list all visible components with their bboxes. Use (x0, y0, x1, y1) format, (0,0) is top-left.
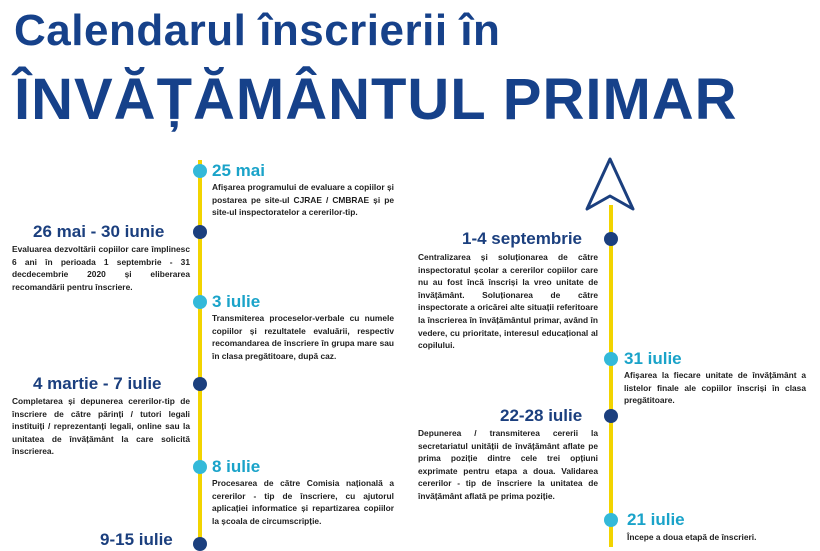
event-description: Afișarea programului de evaluare a copiilor și postarea pe site-ul CJRAE / CMBRAE și pe site-ul inspectoratelor a cererilor-tip. (212, 182, 394, 218)
timeline-dot (604, 232, 618, 246)
event-date: 31 iulie (624, 349, 682, 368)
event-description: Transmiterea proceselor-verbale cu numele copiilor și rezultatele evaluării, respectiv recomandarea de înscriere în grupa mare sau în clasa pregătitoare, după caz. (212, 313, 394, 361)
event-description: Procesarea de către Comisia națională a cererilor - tip de înscriere, cu ajutorul aplicației informatice și repartizarea copiilor la școala de circumscripție. (212, 478, 394, 526)
timeline-dot (193, 295, 207, 309)
timeline-dot (193, 164, 207, 178)
up-arrow-icon (584, 157, 636, 213)
event-date: 9-15 iulie (100, 530, 173, 549)
event-date: 22-28 iulie (500, 406, 583, 425)
event-description: Evaluarea dezvoltării copiilor care împlinesc 6 ani în perioada 1 septembrie - 31 decdecembrie 2020 și eliberarea recomandării pentru înscriere. (12, 244, 190, 292)
timeline-dot (604, 513, 618, 527)
timeline-dot (193, 537, 207, 551)
page-title-line2: ÎNVĂȚĂMÂNTUL PRIMAR (14, 67, 738, 132)
event-description: Afișarea la fiecare unitate de învățământ a listelor finale ale copiilor înscriși în clasa pregătitoare. (624, 370, 806, 406)
left-timeline-line (198, 160, 202, 547)
event-date: 25 mai (212, 161, 265, 180)
event-date: 4 martie - 7 iulie (33, 374, 162, 393)
page-title-line1: Calendarul înscrierii în (14, 6, 501, 55)
event-description: Centralizarea și soluționarea de către inspectoratul școlar a cererilor copiilor care nu au fost încă înscriși la vreo unitate de învățământ. Soluționarea de către inspectorate a oricărei alte situații referitoare la înscrierea în învățământul primar, având în vedere, cu prioritate, interesul educațional al copilului. (418, 252, 598, 351)
timeline-dot (193, 225, 207, 239)
timeline-dot (193, 460, 207, 474)
event-description: Depunerea / transmiterea cererii la secretariatul unității de învățământ aflate pe prima poziție dintre cele trei opțiuni exprimate pentru etapa a doua. Validarea cererilor - tip de înscriere la unitatea de învățământ aflată pe prima poziție. (418, 428, 598, 501)
timeline-dot (604, 409, 618, 423)
timeline-dot (604, 352, 618, 366)
right-timeline-line (609, 205, 613, 547)
event-description: Completarea și depunerea cererilor-tip de înscriere de către părinți / tutori legali instituiți / reprezentanți legali, online sau la unitatea de învățământ la care solicită înscrierea. (12, 396, 190, 457)
event-date: 26 mai - 30 iunie (33, 222, 165, 241)
event-description: Începe a doua etapă de înscrieri. (627, 532, 757, 542)
event-date: 3 iulie (212, 292, 261, 311)
event-date: 1-4 septembrie (462, 229, 582, 248)
event-date: 21 iulie (627, 510, 685, 529)
timeline-dot (193, 377, 207, 391)
event-date: 8 iulie (212, 457, 261, 476)
